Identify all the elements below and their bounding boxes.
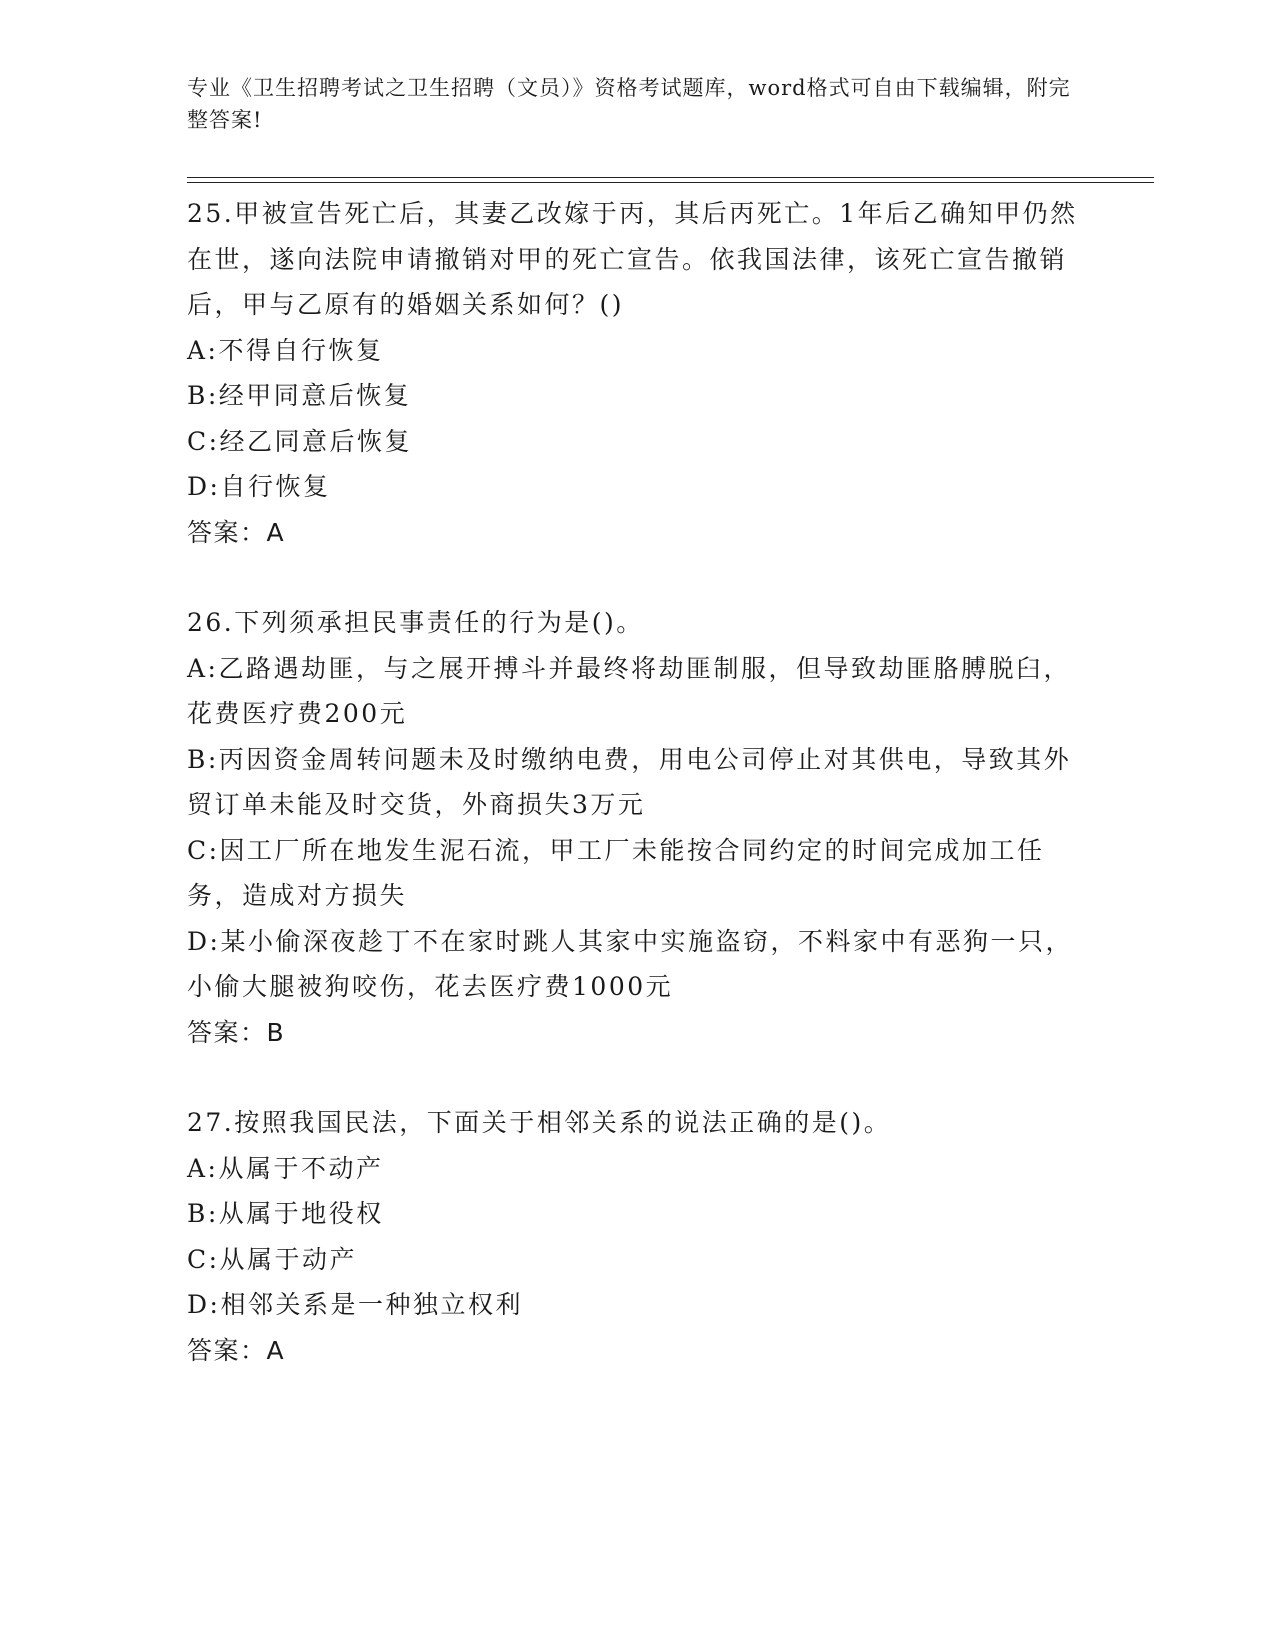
option-d: D:某小偷深夜趁丁不在家时跳人其家中实施盗窃，不料家中有恶狗一只，小偷大腿被狗咬伤，花去医疗费1000元 xyxy=(187,926,1073,1001)
answer-label: 答案：A xyxy=(187,1335,286,1365)
document-header xyxy=(187,72,1087,136)
option-a: A:乙路遇劫匪，与之展开搏斗并最终将劫匪制服，但导致劫匪胳膊脱臼，花费医疗费200元 xyxy=(187,653,1071,728)
option-b: B:丙因资金周转问题未及时缴纳电费，用电公司停止对其供电，导致其外贸订单未能及时交货，外商损失3万元 xyxy=(187,744,1072,819)
question-stem: 26.下列须承担民事责任的行为是()。 xyxy=(187,608,644,637)
question-25 xyxy=(187,191,1087,555)
option-b: B:经甲同意后恢复 xyxy=(187,381,412,410)
option-c: C:因工厂所在地发生泥石流，甲工厂未能按合同约定的时间完成加工任务，造成对方损失 xyxy=(187,835,1045,910)
question-stem: 27.按照我国民法，下面关于相邻关系的说法正确的是()。 xyxy=(187,1108,892,1137)
question-26 xyxy=(187,600,1087,1055)
header-divider-top xyxy=(187,177,1154,178)
option-a: A:从属于不动产 xyxy=(187,1153,384,1183)
question-27 xyxy=(187,1100,1087,1373)
answer-label: 答案：B xyxy=(187,1017,286,1047)
option-c: C:从属于动产 xyxy=(187,1244,358,1274)
option-d: D:相邻关系是一种独立权利 xyxy=(187,1290,523,1319)
option-d: D:自行恢复 xyxy=(187,472,331,501)
option-c: C:经乙同意后恢复 xyxy=(187,426,413,456)
option-a: A:不得自行恢复 xyxy=(187,335,384,365)
option-b: B:从属于地役权 xyxy=(187,1199,384,1228)
header-text: 专业《卫生招聘考试之卫生招聘（文员）》资格考试题库，word格式可自由下载编辑，附完整答案! xyxy=(187,76,1071,132)
question-stem: 25.甲被宣告死亡后，其妻乙改嫁于丙，其后丙死亡。1年后乙确知甲仍然在世，遂向法院申请撤销对甲的死亡宣告。依我国法律，该死亡宣告撤销后，甲与乙原有的婚姻关系如何？() xyxy=(187,199,1078,319)
question-list xyxy=(187,191,1087,1418)
answer-label: 答案：A xyxy=(187,517,286,547)
header-divider-bottom xyxy=(187,182,1154,183)
